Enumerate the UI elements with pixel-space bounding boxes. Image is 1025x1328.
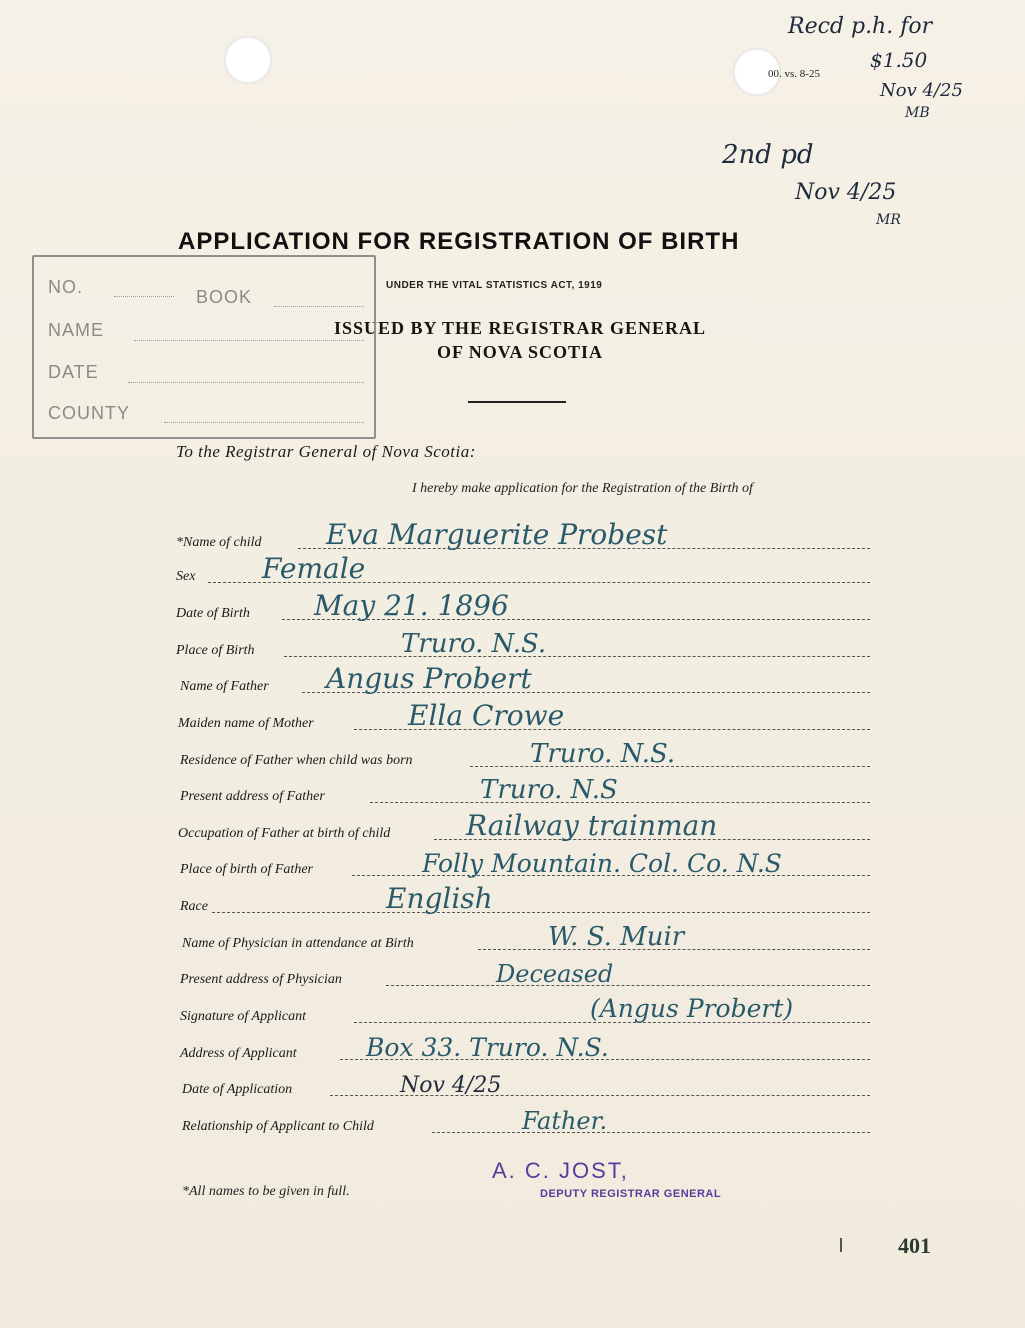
annotation-second-paid: 2nd pd <box>722 140 814 170</box>
field-line <box>212 911 870 913</box>
divider <box>468 401 566 403</box>
field-date-application <box>176 1074 870 1100</box>
field-label: *Name of child <box>176 535 262 550</box>
field-label: Name of Physician in attendance at Birth <box>182 936 414 951</box>
field-line <box>370 801 870 803</box>
stamp-name-label: NAME <box>48 320 105 340</box>
field-label: Relationship of Applicant to Child <box>182 1119 374 1134</box>
footnote: *All names to be given in full. <box>182 1184 350 1199</box>
field-date-of-birth <box>176 589 870 624</box>
field-line <box>386 984 870 986</box>
field-name-of-child <box>176 518 870 553</box>
field-place-of-birth <box>176 629 870 661</box>
stamp-dots <box>114 295 174 297</box>
field-value: Truro. N.S. <box>530 739 676 769</box>
field-value: Box 33. Truro. N.S. <box>366 1033 609 1062</box>
field-label: Race <box>180 899 208 914</box>
field-label: Place of Birth <box>176 643 255 658</box>
stamp-no-label: NO. <box>48 277 84 297</box>
field-value: Father. <box>522 1107 608 1135</box>
field-label: Signature of Applicant <box>180 1009 306 1024</box>
field-maiden-name-mother <box>176 699 870 734</box>
field-place-birth-father <box>176 849 870 880</box>
field-label: Maiden name of Mother <box>178 716 314 731</box>
field-label: Occupation of Father at birth of child <box>178 826 391 841</box>
margin-mark <box>840 1238 842 1252</box>
field-value: Railway trainman <box>466 809 718 842</box>
form-code: 00. vs. 8-25 <box>768 68 820 80</box>
registry-stamp <box>32 255 376 439</box>
issued-line-2: OF NOVA SCOTIA <box>436 342 604 362</box>
field-relationship <box>176 1107 870 1137</box>
stamp-county-label: COUNTY <box>48 403 130 423</box>
stamp-date-label: DATE <box>48 362 99 382</box>
field-value: Ella Crowe <box>408 699 565 732</box>
field-physician-address <box>176 960 870 990</box>
field-label: Residence of Father when child was born <box>180 753 413 768</box>
field-label: Name of Father <box>180 679 269 694</box>
stamp-dots <box>164 421 364 423</box>
field-name-of-father <box>176 662 870 697</box>
field-value: English <box>386 882 493 915</box>
field-line <box>284 655 870 657</box>
page-subtitle: UNDER THE VITAL STATISTICS ACT, 1919 <box>386 280 603 291</box>
annotation-date: Nov 4/25 <box>880 80 963 101</box>
field-label: Date of Application <box>182 1082 293 1097</box>
application-statement: I hereby make application for the Registration of the Birth of <box>412 481 753 496</box>
field-value: Nov 4/25 <box>400 1073 502 1098</box>
addressee-line: To the Registrar General of Nova Scotia: <box>176 442 476 461</box>
annotation-second-initials: MR <box>876 212 901 228</box>
page-number: 401 <box>898 1233 931 1258</box>
signatory-stamp: A. C. JOST, <box>492 1158 629 1183</box>
field-sex <box>176 552 870 587</box>
field-label: Present address of Father <box>180 789 325 804</box>
field-line <box>432 1131 870 1133</box>
field-value: Angus Probert <box>326 662 532 695</box>
field-residence-father <box>176 739 870 771</box>
issued-line-1: ISSUED BY THE REGISTRAR GENERAL <box>333 318 707 338</box>
stamp-dots <box>134 339 364 341</box>
field-label: Place of birth of Father <box>180 862 313 877</box>
page-title: APPLICATION FOR REGISTRATION OF BIRTH <box>178 228 740 255</box>
field-present-address-father <box>176 775 870 807</box>
field-label: Present address of Physician <box>180 972 342 987</box>
field-value: Deceased <box>496 960 614 988</box>
field-value: Folly Mountain. Col. Co. N.S <box>422 849 782 878</box>
field-race <box>176 882 870 917</box>
field-value: Truro. N.S. <box>401 629 547 659</box>
punch-hole <box>224 36 272 84</box>
field-value: May 21. 1896 <box>314 589 509 622</box>
annotation-initials: MB <box>905 105 930 121</box>
field-value: Female <box>262 552 366 585</box>
annotation-second-date: Nov 4/25 <box>795 180 897 205</box>
field-signature <box>176 994 870 1027</box>
field-occupation-father <box>176 809 870 844</box>
annotation-amount: $1.50 <box>870 48 928 72</box>
field-value: (Angus Probert) <box>590 994 794 1023</box>
field-physician-name <box>176 922 870 954</box>
annotation-received: Recd p.h. for <box>788 14 933 39</box>
field-label: Date of Birth <box>176 606 250 621</box>
field-label: Address of Applicant <box>180 1046 297 1061</box>
signatory-title: DEPUTY REGISTRAR GENERAL <box>540 1188 722 1200</box>
stamp-dots <box>128 381 364 383</box>
stamp-dots <box>274 305 364 307</box>
stamp-book-label: BOOK <box>196 287 253 307</box>
field-value: Eva Marguerite Probest <box>326 518 668 551</box>
field-value: W. S. Muir <box>548 922 685 952</box>
field-label: Sex <box>176 569 196 584</box>
field-value: Truro. N.S <box>480 775 618 805</box>
field-address-applicant <box>176 1033 870 1064</box>
